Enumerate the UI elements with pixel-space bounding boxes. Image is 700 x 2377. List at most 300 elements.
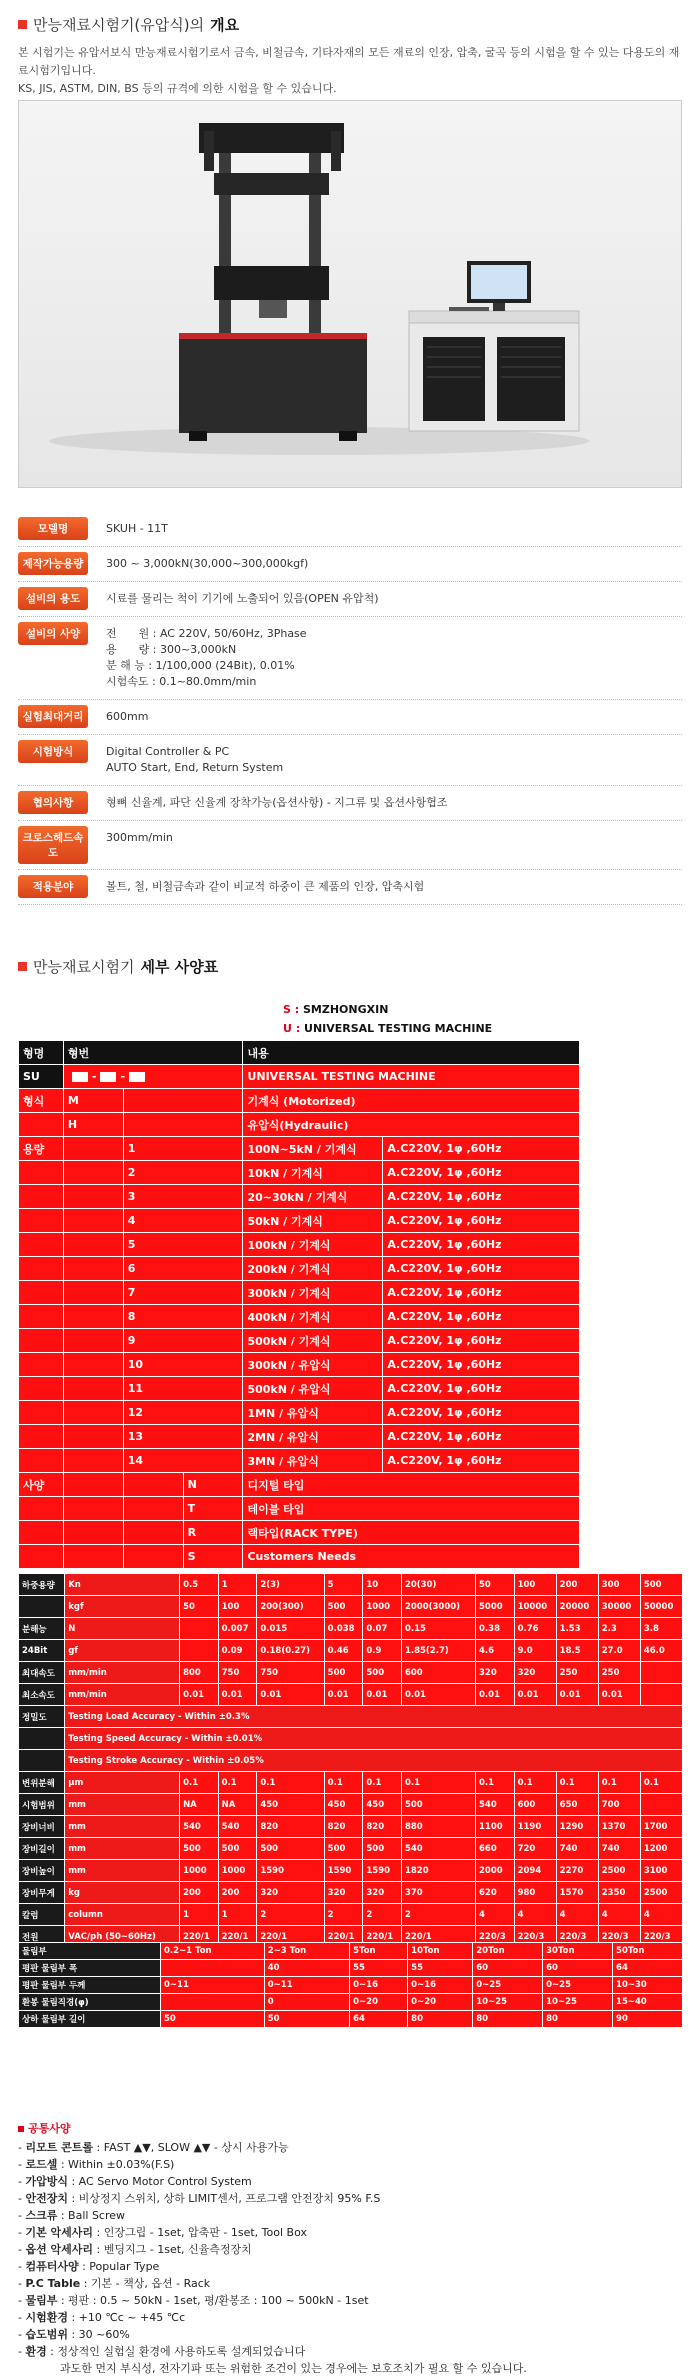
table-cell: 220/3 — [556, 1926, 598, 1948]
table-cell: 50kN / 기계식 — [243, 1209, 383, 1233]
table-cell — [63, 1137, 123, 1161]
table-cell: 400kN / 기계식 — [243, 1305, 383, 1329]
table-cell — [640, 1662, 682, 1684]
spec-value: Digital Controller & PC — [106, 745, 230, 758]
table-cell: kgf — [65, 1596, 180, 1618]
overview-heading — [18, 14, 239, 35]
table-cell: 250 — [556, 1662, 598, 1684]
table-cell: 0.9 — [363, 1640, 402, 1662]
table-cell: 540 — [218, 1816, 257, 1838]
table-cell: M — [63, 1089, 123, 1113]
table-cell: 최소속도 — [19, 1684, 65, 1706]
table-cell: 10~25 — [543, 1994, 613, 2011]
table-cell: 1 — [180, 1904, 219, 1926]
table-cell — [19, 1521, 64, 1545]
table-cell: Testing Stroke Accuracy - Within ±0.05% — [65, 1750, 683, 1772]
common-spec-item: - 컴퓨터사양 : Popular Type — [18, 2260, 160, 2273]
spec-row-specification — [18, 617, 682, 700]
table-cell: 2 — [324, 1904, 363, 1926]
table-cell: 1190 — [514, 1816, 556, 1838]
spec-matrix-row — [19, 1618, 683, 1640]
table-cell — [19, 1596, 65, 1618]
table-cell: 660 — [476, 1838, 515, 1860]
table-cell: 2500 — [640, 1882, 682, 1904]
table-cell: 2~3 Ton — [264, 1943, 349, 1960]
table-cell — [63, 1233, 123, 1257]
table-cell: A.C220V, 1φ ,60Hz — [383, 1353, 580, 1377]
table-cell: 최대속도 — [19, 1662, 65, 1684]
table-cell: 0.18(0.27) — [257, 1640, 324, 1662]
table-cell: 600 — [401, 1662, 475, 1684]
table-cell: 1100 — [476, 1816, 515, 1838]
spec-value: 전 원 : AC 220V, 50/60Hz, 3Phase — [106, 627, 307, 640]
capacity-row — [19, 1281, 580, 1305]
table-cell: 0.01 — [514, 1684, 556, 1706]
table-cell: 4.6 — [476, 1640, 515, 1662]
table-cell: 820 — [324, 1816, 363, 1838]
table-cell — [19, 1728, 65, 1750]
table-cell: 20Ton — [473, 1943, 543, 1960]
table-cell: 200 — [180, 1882, 219, 1904]
s-key: S : — [283, 1003, 300, 1016]
spec-row-crosshead-speed — [18, 821, 682, 870]
table-cell: 1000 — [218, 1860, 257, 1882]
spec-row-model — [18, 512, 682, 547]
table-cell — [63, 1281, 123, 1305]
table-cell: 60 — [473, 1960, 543, 1977]
common-spec-item: - 시험환경 : +10 ℃c ~ +45 ℃c — [18, 2311, 186, 2324]
table-cell: 2500 — [598, 1860, 640, 1882]
table-cell: 220/1 — [401, 1926, 475, 1948]
table-cell: 5 — [123, 1233, 243, 1257]
table-cell: 15~40 — [613, 1994, 683, 2011]
spec-option-row — [19, 1473, 580, 1497]
spec-label: 모델명 — [18, 517, 88, 540]
spec-row-capacity — [18, 547, 682, 582]
table-cell — [19, 1329, 64, 1353]
common-title: 공통사양 — [18, 2120, 527, 2137]
square-bullet-icon — [18, 2126, 24, 2132]
table-cell: 정밀도 — [19, 1706, 65, 1728]
table-cell: 450 — [324, 1794, 363, 1816]
table-cell: 60 — [543, 1960, 613, 1977]
spec-matrix-row — [19, 1574, 683, 1596]
table-cell: A.C220V, 1φ ,60Hz — [383, 1209, 580, 1233]
header-cell: 형명 — [19, 1041, 64, 1065]
table-cell: 320 — [257, 1882, 324, 1904]
table-cell: 650 — [556, 1794, 598, 1816]
table-cell: 0.1 — [514, 1772, 556, 1794]
spec-label: 협의사항 — [18, 791, 88, 814]
table-cell: VAC/ph (50~60Hz) — [65, 1926, 180, 1948]
table-cell: 50Ton — [613, 1943, 683, 1960]
spec-value: 300 ~ 3,000kN(30,000~300,000kgf) — [106, 557, 309, 570]
overview-intro — [18, 44, 688, 98]
table-cell: 평판 물림부 두께 — [19, 1977, 161, 1994]
table-cell — [63, 1497, 123, 1521]
table-cell: 물림부 — [19, 1943, 161, 1960]
table-cell — [161, 1960, 265, 1977]
table-cell: Testing Speed Accuracy - Within ±0.01% — [65, 1728, 683, 1750]
table-cell: 1MN / 유압식 — [243, 1401, 383, 1425]
table-cell: 320 — [363, 1882, 402, 1904]
common-spec-item: - 옵션 악세사리 : 벤딩지그 - 1set, 신율측정장치 — [18, 2243, 252, 2256]
table-cell: 500kN / 기계식 — [243, 1329, 383, 1353]
table-cell: 0.1 — [640, 1772, 682, 1794]
testing-machine-illustration — [19, 101, 682, 488]
table-cell — [19, 1497, 64, 1521]
table-cell: 0.1 — [180, 1772, 219, 1794]
common-spec-item: - 환경 : 정상적인 실험실 환경에 사용하도록 설계되었습니다 — [18, 2345, 306, 2358]
table-cell: A.C220V, 1φ ,60Hz — [383, 1401, 580, 1425]
table-cell: 1200 — [640, 1838, 682, 1860]
table-cell: 1000 — [180, 1860, 219, 1882]
table-cell: 18.5 — [556, 1640, 598, 1662]
grip-row — [19, 1977, 683, 1994]
table-cell — [63, 1257, 123, 1281]
type-row — [19, 1089, 580, 1113]
table-cell: 0.5 — [180, 1574, 219, 1596]
table-cell: 10~25 — [473, 1994, 543, 2011]
table-cell — [63, 1305, 123, 1329]
table-cell — [19, 1353, 64, 1377]
table-cell — [19, 1401, 64, 1425]
table-cell: 0.01 — [476, 1684, 515, 1706]
table-cell: A.C220V, 1φ ,60Hz — [383, 1185, 580, 1209]
table-cell — [63, 1209, 123, 1233]
table-cell: 40 — [264, 1960, 349, 1977]
table-cell: A.C220V, 1φ ,60Hz — [383, 1137, 580, 1161]
spec-row-purpose — [18, 582, 682, 617]
table-cell: 540 — [401, 1838, 475, 1860]
table-cell: A.C220V, 1φ ,60Hz — [383, 1257, 580, 1281]
table-cell: 4 — [598, 1904, 640, 1926]
table-cell: N — [65, 1618, 180, 1640]
table-cell — [63, 1449, 123, 1473]
table-cell: 750 — [218, 1662, 257, 1684]
common-specs — [18, 2120, 527, 2377]
table-cell: mm/min — [65, 1662, 180, 1684]
table-cell: 4 — [514, 1904, 556, 1926]
table-cell: 0.09 — [218, 1640, 257, 1662]
table-cell: 0.01 — [363, 1684, 402, 1706]
spec-label: 실험최대거리 — [18, 705, 88, 728]
table-cell: gf — [65, 1640, 180, 1662]
table-cell: A.C220V, 1φ ,60Hz — [383, 1329, 580, 1353]
table-cell — [19, 1305, 64, 1329]
u-key: U : — [283, 1022, 301, 1035]
table-cell: 0~11 — [264, 1977, 349, 1994]
capacity-row — [19, 1161, 580, 1185]
table-cell: 500 — [363, 1662, 402, 1684]
table-cell: 1590 — [363, 1860, 402, 1882]
table-cell: 220/1 — [324, 1926, 363, 1948]
table-cell: SU — [19, 1065, 64, 1089]
table-cell: 0~11 — [161, 1977, 265, 1994]
code-slot-box — [129, 1072, 145, 1082]
table-cell: R — [183, 1521, 243, 1545]
table-cell: 6 — [123, 1257, 243, 1281]
table-cell: 500 — [180, 1838, 219, 1860]
table-cell: 320 — [324, 1882, 363, 1904]
table-cell: 상하 물림부 길이 — [19, 2011, 161, 2028]
table-cell: 200kN / 기계식 — [243, 1257, 383, 1281]
table-cell: 변위분해 — [19, 1772, 65, 1794]
code-slot-box — [100, 1072, 116, 1082]
table-cell — [63, 1377, 123, 1401]
table-cell: 50000 — [640, 1596, 682, 1618]
spec-value: 시험속도 : 0.1~80.0mm/min — [106, 675, 257, 688]
s-value: SMZHONGXIN — [303, 1003, 389, 1016]
code-slot-cell — [63, 1065, 243, 1089]
table-cell: 220/3 — [640, 1926, 682, 1948]
table-cell: 55 — [408, 1960, 473, 1977]
table-cell: 1590 — [324, 1860, 363, 1882]
table-cell: mm — [65, 1794, 180, 1816]
table-cell: 30Ton — [543, 1943, 613, 1960]
table-cell: 300kN / 유압식 — [243, 1353, 383, 1377]
table-cell: 기계식 (Motorized) — [243, 1089, 580, 1113]
table-cell — [19, 1545, 64, 1569]
accuracy-row — [19, 1750, 683, 1772]
table-cell: 2 — [401, 1904, 475, 1926]
model-code-table — [18, 1040, 580, 1569]
table-cell: 200(300) — [257, 1596, 324, 1618]
table-cell: 540 — [180, 1816, 219, 1838]
table-cell: 장비너비 — [19, 1816, 65, 1838]
capacity-row — [19, 1425, 580, 1449]
table-cell — [63, 1161, 123, 1185]
grip-header-row — [19, 1943, 683, 1960]
table-cell: 0 — [264, 1994, 349, 2011]
table-cell: 0~20 — [408, 1994, 473, 2011]
table-cell: 0.1 — [401, 1772, 475, 1794]
table-cell: 10Ton — [408, 1943, 473, 1960]
spec-list — [18, 512, 682, 905]
table-cell: 220/3 — [476, 1926, 515, 1948]
table-cell: 500 — [324, 1596, 363, 1618]
table-cell: A.C220V, 1φ ,60Hz — [383, 1281, 580, 1305]
table-cell: 1.53 — [556, 1618, 598, 1640]
table-cell: 환봉 물림직경(φ) — [19, 1994, 161, 2011]
capacity-row — [19, 1257, 580, 1281]
table-cell: 600 — [514, 1794, 556, 1816]
table-cell: 80 — [543, 2011, 613, 2028]
table-cell: A.C220V, 1φ ,60Hz — [383, 1449, 580, 1473]
table-cell: 2000 — [476, 1860, 515, 1882]
table-cell: 3.8 — [640, 1618, 682, 1640]
table-cell: 3100 — [640, 1860, 682, 1882]
table-cell: 하중용량 — [19, 1574, 65, 1596]
table-cell: 2 — [123, 1161, 243, 1185]
table-cell: mm — [65, 1816, 180, 1838]
spec-label: 크로스헤드속도 — [18, 826, 88, 864]
table-cell: 0~16 — [350, 1977, 408, 1994]
table-cell: A.C220V, 1φ ,60Hz — [383, 1161, 580, 1185]
table-cell: A.C220V, 1φ ,60Hz — [383, 1305, 580, 1329]
table-cell: 0.01 — [218, 1684, 257, 1706]
table-cell — [63, 1185, 123, 1209]
header-cell: 내용 — [243, 1041, 580, 1065]
table-cell — [63, 1329, 123, 1353]
spec-row-test-method — [18, 735, 682, 786]
common-spec-item: - 기본 악세사리 : 인장그립 - 1set, 압축판 - 1set, Tool Box — [18, 2226, 307, 2239]
spec-row-application — [18, 870, 682, 905]
spec-label: 설비의 용도 — [18, 587, 88, 610]
table-cell: 0~25 — [543, 1977, 613, 1994]
table-cell: 0.1 — [363, 1772, 402, 1794]
table-cell: 1570 — [556, 1882, 598, 1904]
detail-title-light: 만능재료시험기 — [33, 958, 135, 976]
spec-row-consultation — [18, 786, 682, 821]
table-cell: 27.0 — [598, 1640, 640, 1662]
type-row — [19, 1113, 580, 1137]
table-cell: 5 — [324, 1574, 363, 1596]
spec-value: 분 해 능 : 1/100,000 (24Bit), 0.01% — [106, 659, 295, 672]
table-cell: 750 — [257, 1662, 324, 1684]
table-cell: 분해능 — [19, 1618, 65, 1640]
spec-option-row — [19, 1521, 580, 1545]
table-cell: A.C220V, 1φ ,60Hz — [383, 1233, 580, 1257]
table-cell: S — [183, 1545, 243, 1569]
table-cell: 4 — [476, 1904, 515, 1926]
su-row — [19, 1065, 580, 1089]
table-cell: 700 — [598, 1794, 640, 1816]
table-cell — [63, 1425, 123, 1449]
table-cell: 200 — [556, 1574, 598, 1596]
table-cell: 100N~5kN / 기계식 — [243, 1137, 383, 1161]
spec-matrix-row — [19, 1640, 683, 1662]
table-cell: 전원 — [19, 1926, 65, 1948]
table-cell: 13 — [123, 1425, 243, 1449]
table-cell: 450 — [363, 1794, 402, 1816]
table-cell: 90 — [613, 2011, 683, 2028]
table-cell: 0.01 — [598, 1684, 640, 1706]
table-cell: 0.1 — [476, 1772, 515, 1794]
table-cell: 500kN / 유압식 — [243, 1377, 383, 1401]
table-cell: 100kN / 기계식 — [243, 1233, 383, 1257]
slot-dash: - — [120, 1070, 126, 1083]
table-cell: 20~30kN / 기계식 — [243, 1185, 383, 1209]
table-cell: 800 — [180, 1662, 219, 1684]
table-cell: 740 — [598, 1838, 640, 1860]
accuracy-row — [19, 1706, 683, 1728]
table-cell — [180, 1640, 219, 1662]
spec-label: 시험방식 — [18, 740, 88, 763]
capacity-row — [19, 1233, 580, 1257]
table-cell: 0.015 — [257, 1618, 324, 1640]
table-cell: 1000 — [363, 1596, 402, 1618]
spec-matrix-row — [19, 1882, 683, 1904]
spec-value: 형뼈 신율계, 파단 신율계 장착가능(옵션사항) - 지그류 및 옵션사항협조 — [106, 796, 448, 809]
table-cell — [640, 1794, 682, 1816]
table-cell — [63, 1401, 123, 1425]
table-cell: Testing Load Accuracy - Within ±0.3% — [65, 1706, 683, 1728]
table-cell: 1.85(2.7) — [401, 1640, 475, 1662]
table-cell: 320 — [476, 1662, 515, 1684]
spec-value: 볼트, 철, 비철금속과 같이 비교적 하중이 큰 제품의 인장, 압축시험 — [106, 880, 425, 893]
table-cell: NA — [218, 1794, 257, 1816]
table-cell — [180, 1618, 219, 1640]
table-cell: 0.46 — [324, 1640, 363, 1662]
table-cell: 0.1 — [324, 1772, 363, 1794]
table-cell: 200 — [218, 1882, 257, 1904]
table-cell: N — [183, 1473, 243, 1497]
table-cell: Kn — [65, 1574, 180, 1596]
table-cell: 20000 — [556, 1596, 598, 1618]
spec-value: 600mm — [106, 710, 149, 723]
table-cell: UNIVERSAL TESTING MACHINE — [243, 1065, 580, 1089]
table-cell: 10kN / 기계식 — [243, 1161, 383, 1185]
common-note: 과도한 먼지 부식성, 전자기파 또는 위험한 조건이 있는 경우에는 보호조치가 필요 할 수 있습니다. — [60, 2362, 527, 2375]
table-cell: 2.3 — [598, 1618, 640, 1640]
table-cell — [19, 1750, 65, 1772]
table-cell: 0.15 — [401, 1618, 475, 1640]
table-cell: 장비높이 — [19, 1860, 65, 1882]
common-list — [18, 2139, 527, 2377]
spec-value: AUTO Start, End, Return System — [106, 761, 284, 774]
table-cell: 4 — [640, 1904, 682, 1926]
table-cell — [123, 1521, 183, 1545]
intro-line-2: KS, JIS, ASTM, DIN, BS 등의 규격에 의한 시험을 할 수 있습니다. — [18, 82, 337, 95]
capacity-row — [19, 1305, 580, 1329]
grip-table — [18, 1942, 683, 2028]
table-cell: 유압식(Hydraulic) — [243, 1113, 580, 1137]
table-cell: 10 — [123, 1353, 243, 1377]
capacity-row — [19, 1449, 580, 1473]
table-cell: 20(30) — [401, 1574, 475, 1596]
table-cell — [63, 1353, 123, 1377]
table-cell — [19, 1233, 64, 1257]
table-cell: 500 — [363, 1838, 402, 1860]
overview-title-light: 만능재료시험기(유압식)의 — [33, 16, 205, 34]
table-cell: 450 — [257, 1794, 324, 1816]
spec-value: SKUH - 11T — [106, 522, 168, 535]
table-cell: 0.01 — [324, 1684, 363, 1706]
spec-matrix-row — [19, 1596, 683, 1618]
capacity-row — [19, 1137, 580, 1161]
table-cell: H — [63, 1113, 123, 1137]
u-value: UNIVERSAL TESTING MACHINE — [304, 1022, 493, 1035]
table-cell: 820 — [257, 1816, 324, 1838]
spec-matrix-row — [19, 1860, 683, 1882]
spec-matrix-table — [18, 1573, 683, 1948]
table-cell: 5Ton — [350, 1943, 408, 1960]
table-cell: 500 — [324, 1838, 363, 1860]
table-cell: Customers Needs — [243, 1545, 580, 1569]
spec-label: 제작가능용량 — [18, 552, 88, 575]
table-cell: 9 — [123, 1329, 243, 1353]
table-cell: 3MN / 유압식 — [243, 1449, 383, 1473]
table-cell: 10 — [363, 1574, 402, 1596]
table-cell: 2 — [363, 1904, 402, 1926]
table-cell: 0.01 — [556, 1684, 598, 1706]
table-cell: 1820 — [401, 1860, 475, 1882]
capacity-row — [19, 1185, 580, 1209]
table-cell: 500 — [401, 1794, 475, 1816]
table-cell: 500 — [324, 1662, 363, 1684]
table-cell: 테이블 타입 — [243, 1497, 580, 1521]
table-cell — [19, 1425, 64, 1449]
table-cell: 5000 — [476, 1596, 515, 1618]
table-cell: 2270 — [556, 1860, 598, 1882]
table-cell: 0.76 — [514, 1618, 556, 1640]
common-spec-item: - 물림부 : 평판 : 0.5 ~ 50kN - 1set, 평/환봉조 : 100 ~ 500kN - 1set — [18, 2294, 369, 2307]
table-cell: 0.1 — [598, 1772, 640, 1794]
table-cell — [63, 1521, 123, 1545]
table-cell: 4 — [123, 1209, 243, 1233]
table-cell: 220/1 — [180, 1926, 219, 1948]
